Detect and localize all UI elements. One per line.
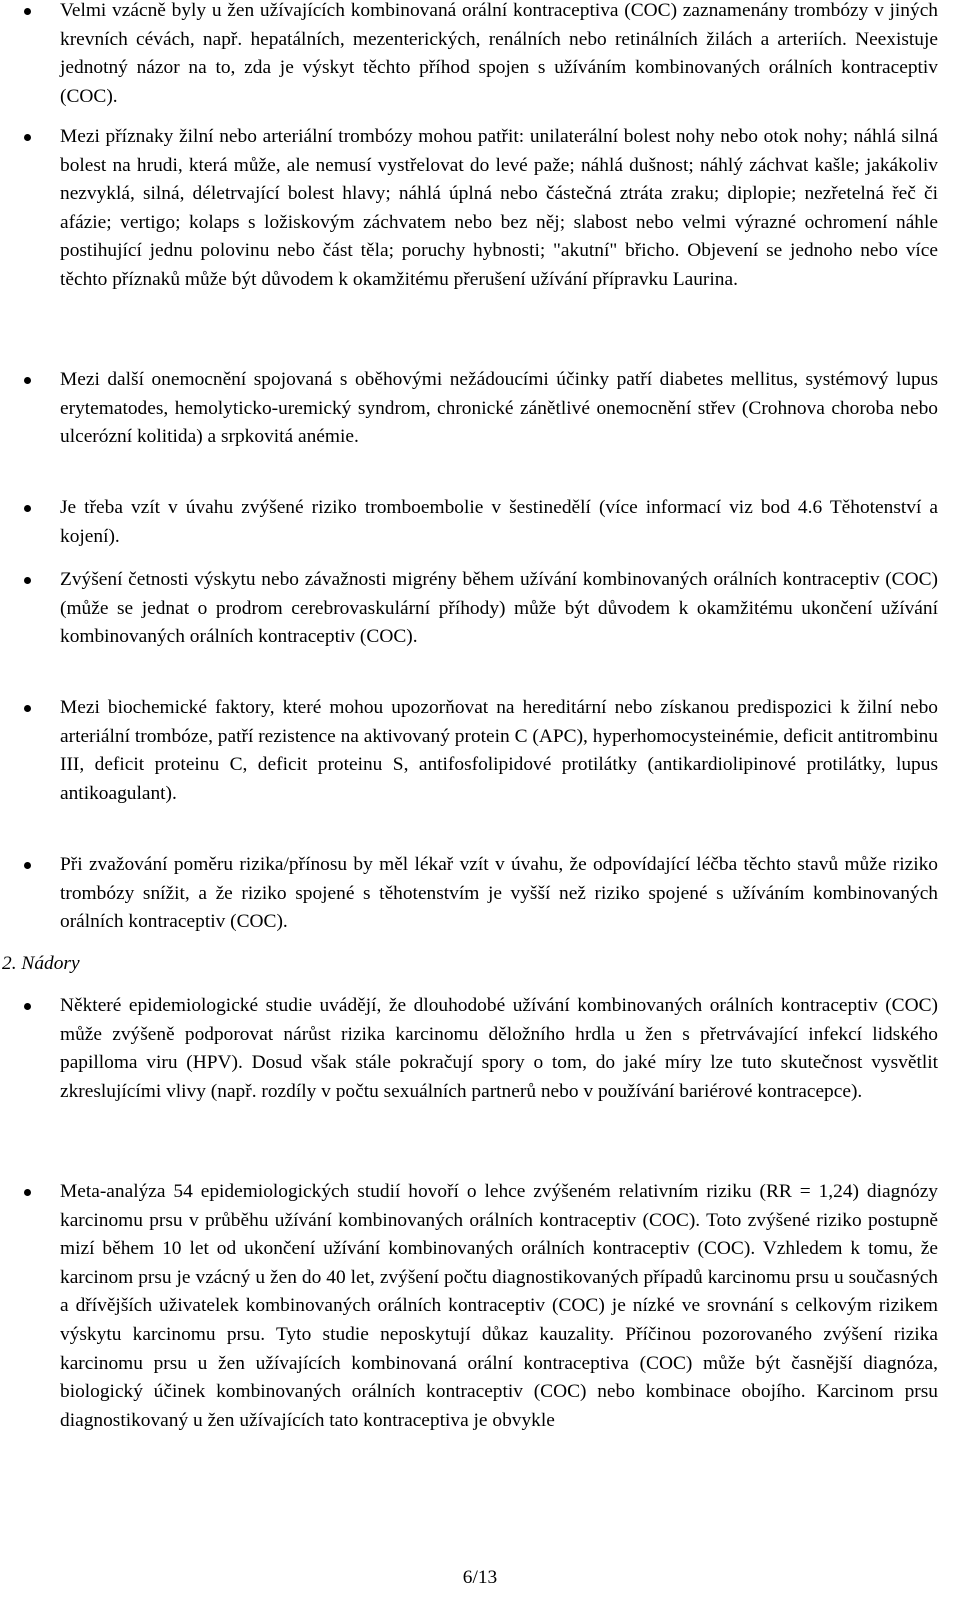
bullet-dot-icon — [24, 377, 31, 384]
bullet-dot-icon — [24, 1189, 31, 1196]
bullet-dot-icon — [24, 8, 31, 15]
paragraph-text: Při zvažování poměru rizika/přínosu by měl lékař vzít v úvahu, že odpovídající léčba těchto stavů může riziko trombózy snížit, a že riziko spojené s těhotenstvím je vyšší než riziko spojené s užíváním kombinovaných orálních kontraceptiv (COC). — [60, 854, 938, 933]
section-heading: 2. Nádory — [2, 953, 80, 974]
paragraph-text: Mezi biochemické faktory, které mohou upozorňovat na hereditární nebo získanou predispozici k žilní nebo arteriální trombóze, patří rezistence na aktivovaný protein C (APC), hyperhomocysteinémie, deficit antitrombinu III, deficit proteinu C, deficit proteinu S, antifosfolipidové protilátky (antikardiolipinové protilátky, lupus antikoagulant). — [60, 697, 938, 804]
paragraph-text: Mezi další onemocnění spojovaná s oběhovými nežádoucími účinky patří diabetes mellitus, systémový lupus erytematodes, hemolyticko-uremický syndrom, chronické zánětlivé onemocnění střev (Crohnova choroba nebo ulcerózní kolitida) a srpkovitá anémie. — [60, 369, 938, 448]
paragraph-text: Zvýšení četnosti výskytu nebo závažnosti migrény během užívání kombinovaných orálních kontraceptiv (COC) (může se jednat o prodrom cerebrovaskulární příhody) může být důvodem k okamžitému ukončení užívání kombinovaných orálních kontraceptiv (COC). — [60, 569, 938, 648]
paragraph-text: Meta-analýza 54 epidemiologických studií hovoří o lehce zvýšeném relativním riziku (RR = 1,24) diagnózy karcinomu prsu v průběhu užívání kombinovaných orálních kontraceptiv (COC). Toto zvýšené riziko postupně mizí během 10 let od ukončení užívání kombinovaných orálních kontraceptiv (COC). Vzhledem k tomu, že karcinom prsu je vzácný u žen do 40 let, zvýšení počtu diagnostikovaných případů karcinomu prsu u současných a dřívějších uživatelek kombinovaných orálních kontraceptiv (COC) je nízké ve srovnání s celkovým rizikem výskytu karcinomu prsu. Tyto studie neposkytují důkaz kauzality. Příčinou pozorovaného zvýšení rizika karcinomu prsu u žen užívajících kombinovaná orální kontraceptiva (COC) může být časnější diagnóza, biologický účinek kombinovaných orálních kontraceptiv (COC) nebo kombinace obojího. Karcinom prsu diagnostikovaný u žen užívajících tato kontraceptiva je obvykle — [60, 1181, 938, 1431]
paragraph-text: Velmi vzácně byly u žen užívajících kombinovaná orální kontraceptiva (COC) zaznamenány trombózy v jiných krevních cévách, např. hepatálních, mezenterických, renálních nebo retinálních žilách a arteriích. Neexistuje jednotný názor na to, zda je výskyt těchto příhod spojen s užíváním kombinovaných orálních kontraceptiv (COC). — [60, 0, 938, 107]
bullet-dot-icon — [24, 134, 31, 141]
bullet-dot-icon — [24, 505, 31, 512]
paragraph-text: Mezi příznaky žilní nebo arteriální trombózy mohou patřit: unilaterální bolest nohy nebo otok nohy; náhlá silná bolest na hrudi, která může, ale nemusí vystřelovat do levé paže; náhlá dušnost; náhlý záchvat kašle; jakákoliv nezvyklá, silná, déletrvající bolest hlavy; náhlá úplná nebo částečná ztráta zraku; diplopie; nezřetelná řeč či afázie; vertigo; kolaps s ložiskovým záchvatem nebo bez něj; slabost nebo velmi výrazné ochromení náhle postihující jednu polovinu nebo část těla; poruchy hybnosti; "akutní" břicho. Objevení se jednoho nebo více těchto příznaků může být důvodem k okamžitému přerušení užívání přípravku Laurina. — [60, 126, 938, 290]
bullet-dot-icon — [24, 862, 31, 869]
bullet-dot-icon — [24, 577, 31, 584]
bullet-dot-icon — [24, 1003, 31, 1010]
paragraph-text: Některé epidemiologické studie uvádějí, že dlouhodobé užívání kombinovaných orálních kontraceptiv (COC) může zvýšeně podporovat nárůst rizika karcinomu děložního hrdla u žen s přetrvávající infekcí lidského papilloma viru (HPV). Dosud však stále pokračují spory o tom, do jaké míry lze tuto skutečnost vysvětlit zkreslujícími vlivy (např. rozdíly v počtu sexuálních partnerů nebo v používání bariérové kontracepce). — [60, 995, 938, 1102]
bullet-dot-icon — [24, 705, 31, 712]
paragraph-text: Je třeba vzít v úvahu zvýšené riziko tromboembolie v šestinedělí (více informací viz bod 4.6 Těhotenství a kojení). — [60, 497, 938, 547]
page-number: 6/13 — [462, 1567, 498, 1588]
